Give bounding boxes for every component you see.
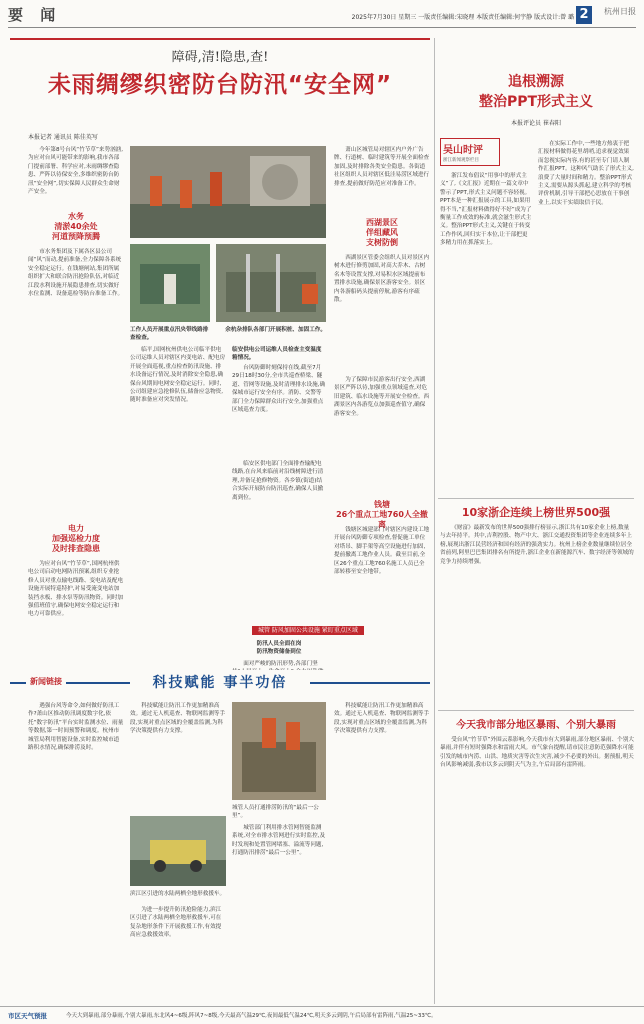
opinion-body-2: 在实际工作中,一些地方热衷于把汇报材料做得花里胡哨,追求视觉效果而忽视实际内容,有的甚至专门请人制作汇报PPT。这种风气助长了形式主义,浪费了大量时间和精力。整治PPT形式主义,需要从源头抓起,建立科学的考核评价机制,引导干部把心思放在干事创业上,以实干实绩取信于民。 xyxy=(538,141,634,206)
subhead-power: 电力 加强巡检力度 及时排查隐患 xyxy=(52,524,100,553)
main-byline: 本报记者 通讯员 陈佳英写 xyxy=(28,134,98,141)
photo-rescue-vehicle xyxy=(130,816,226,886)
divider-weather xyxy=(438,710,634,711)
section-name: 要 闻 xyxy=(8,6,62,24)
tech-body-3: 为进一步提升防汛抢险能力,滨江区引进了水陆两栖全地形救援车,可在复杂地形条件下开展救援工作,有效提高应急救援效率。 xyxy=(130,907,222,939)
photo-rescue-vehicle-image xyxy=(130,816,226,886)
weather-news-body: 受台风“竹节草”外围云系影响,今天我市有大到暴雨,部分地区暴雨、个别大暴雨,并伴有短时强降水和雷雨大风。市气象台提醒,请市民注意防范强降水可能引发的城市内涝、山洪、地质灾害等次生灾害,减少不必要的外出。据预报,明天台风影响减弱,我市以多云到阴天气为主,午后局部有雷阵雨。 xyxy=(440,737,634,769)
tag-supplies: 城管 防风加固公共设施 紧盯重点区域 xyxy=(252,626,364,635)
opinion-author: 本报评论员 崔春阳 xyxy=(511,120,561,127)
photo-drainage-image xyxy=(232,702,326,800)
subhead-qiantang: 钱塘 26个重点工地760人全撤离 xyxy=(336,500,428,529)
body-xiaoshan: 萧山区城管局对辖区内户外广告牌、行道树、临时建筑等开展全面检查加固,及时排除各类安全隐患。各街道社区组织人员对辖区低洼易涝区域进行排查,提前做好防范应对准备工作。 xyxy=(334,147,430,187)
body-water: 市水务集团及下属各区县公司闻“风”而动,提前准备,全力保障各系统安全稳定运行。在钱塘闸站,集团所属组织扩大和联合防汛抢险队伍,对临近江段水利设施开展隐患排查,切实做好水位监测、设备巡检等防台准备工作。 xyxy=(28,249,124,298)
body-linan: 临安区供电部门全面排查输配电线路,在台风来临前对沿线树障进行清理,并备足抢修物资。各乡镇(街道)结合实际开展防台防汛巡查,确保人员撤离到位。 xyxy=(232,461,324,501)
body-linping: 临平,国网杭州供电公司临平供电公司运维人员对辖区内变电站、配电房开展全面巡视,重点检查防汛设施、排水设备运行情况,及时消除安全隐患,确保台风期间电网安全稳定运行。同时,公司组建应急抢修队伍,储备应急物资,随时准备应对突发情况。 xyxy=(130,347,226,404)
news-500-body: 《财富》最新发布的世界500强排行榜显示,浙江共有10家企业上榜,数量与去年持平。其中,吉利控股、物产中大、浙江交通投资集团等企业连续多年上榜,展现出浙江民营经济和国有经济的强劲实力。杭州上榜企业数量继续位居全省前列,阿里巴巴集团排名有所提升,浙江企业在新能源汽车、数字经济等领域的竞争力持续增强。 xyxy=(440,525,634,565)
tech-banner xyxy=(10,672,430,696)
tech-body-1: 遇强台风等命令,如何做好防汛工作?萧山区推动防汛调度数字化,依托“数字防汛”平台实时监测水位、雨量等数据,第一时间预警和调度。杭州市城管局利用智能设备,实时监控城市道路积水情况,确保排涝及时。 xyxy=(28,703,124,752)
column-name: 吴山时评 xyxy=(443,145,483,156)
column-logo xyxy=(440,138,500,166)
tech-tag: 新闻链接 xyxy=(26,676,66,687)
caption-drainage: 城管人员打通排涝防汛的“最后一公里”。 xyxy=(232,805,319,819)
main-title: 未雨绸缪织密防台防汛“安全网” xyxy=(47,72,393,98)
caption-substation: 余杭杂排队各部门开展积桩、加固工作。 xyxy=(225,327,326,333)
tech-body-2: 科技赋能让防汛工作更加精准高效。通过无人机巡查、物联网监测等手段,实现对重点区域的全覆盖监测,为科学决策提供有力支撑。 xyxy=(130,703,226,735)
body-qiantang: 钱塘区城建部门对辖区内建设工地开展台风防御专项检查,督促施工单位对塔吊、脚手架等高空设施进行加固,提前撤离工地作业人员。截至目前,全区26个重点工地760名施工人员已全部转移至安全地带。 xyxy=(334,527,430,576)
caption-supplies: 防汛人员全面在岗 防汛物资储备到位 xyxy=(256,641,302,655)
body-monitoring: 台风防御时刻保持在线,截至7月29日18时30分,全市共巡查桥梁、隧道、管网等设施,及时清理排水设施,确保城市运行安全有序。消防、交警等部门全力保障群众出行安全,加强重点区域巡查力度。 xyxy=(232,365,326,414)
subhead-water: 水务 清淤40余处 河道预降预腾 xyxy=(52,212,100,241)
photo-substation-image xyxy=(216,244,326,322)
weather-news-title: 今天我市部分地区暴雨、个别大暴雨 xyxy=(456,720,616,731)
caption-line-inspection: 工作人员开展重点汛央带线路排查检查。 xyxy=(130,327,209,341)
photo-line-inspection xyxy=(130,244,210,322)
main-lead: 今年第8号台风“竹节草”来势汹汹,为应对台风可能带来的影响,我市各部门提前部署、科学应对,未雨绸缪查隐患、严阵以待保安全,多维织密防台防汛“安全网”,切实保障人民群众生命财产安全。 xyxy=(28,147,124,196)
photo-flood-workers xyxy=(130,146,326,238)
caption-rescue-vehicle: 滨江区引进的水陆两栖全地形救援车。 xyxy=(130,891,226,897)
photo-flood-workers-image xyxy=(130,146,326,238)
body-westlake-2: 为了保障市民游客出行安全,西湖景区严阵以待,加强重点领域巡查,对危旧建筑、临水设施等开展安全检查。西湖景区内各游览点加强巡查值守,确保游客安全。 xyxy=(334,377,430,417)
footer-text: 今天大到暴雨,部分暴雨,个别大暴雨,东北风4~6级,阵风7~8级,今天最高气温29℃,夜间最低气温24℃,明天多云到阴,午后局部有雷阵雨,气温25~33℃。 xyxy=(66,1013,437,1019)
news-500-title: 10家浙企连续上榜世界500强 xyxy=(461,506,611,519)
body-power: 为应对台风“竹节草”,国网杭州供电公司启动电网防汛预案,组织专业抢修人员对重点输电线路、变电站及配电设施开展特巡特护,对易受淹变电站加装挡水板、排水泵等防汛物资。同时加强值班值守,确保电网安全稳定运行和电力可靠供应。 xyxy=(28,561,124,618)
header-rule xyxy=(8,27,636,28)
subhead-westlake: 西湖景区 伴组藏风 支树防倒 xyxy=(366,218,398,247)
main-kicker: 障碍,清!隐患,查! xyxy=(171,50,269,65)
tech-title: 科技赋能 事半功倍 xyxy=(130,672,310,692)
photo-line-inspection-image xyxy=(130,244,210,322)
paper-name: 杭州日报 xyxy=(604,7,636,16)
opinion-title: 追根溯源 整治PPT形式主义 xyxy=(478,74,594,110)
column-sub: 浙江新闻观察栏目 xyxy=(443,158,479,163)
tech-body-4: 城管部门利用排水管网智能监测系统,对全市排水管网进行实时监控,及时发现和处置管网堵塞、溢流等问题,打通防汛排涝“最后一公里”。 xyxy=(232,825,326,857)
photo-drainage xyxy=(232,702,326,800)
divider-500 xyxy=(438,498,634,499)
weather-footer xyxy=(0,1006,644,1024)
main-headline-box xyxy=(10,38,430,126)
footer-label: 市区天气预报 xyxy=(8,1012,47,1020)
column-divider xyxy=(434,38,435,1004)
caption-maintenance: 临安供电公司运维人员检查主变温度箱情况。 xyxy=(232,347,322,361)
page-number: 2 xyxy=(576,6,592,24)
photo-substation xyxy=(216,244,326,322)
issue-meta: 2025年7月30日 星期三 一版责任编辑:宋晓理 本版责任编辑:何宇静 版式设计:曾 璐 xyxy=(351,14,574,21)
body-westlake: 西湖景区管委会组织人员对景区内树木进行修剪加固,对高大乔木、古树名木等设置支撑,对易积水区域提前布置排水设施,确保景区游客安全。景区内各游船码头提前停航,游客有序疏散。 xyxy=(334,255,430,304)
tech-body-5: 科技赋能让防汛工作更加精准高效。通过无人机巡查、物联网监测等手段,实现对重点区域的全覆盖监测,为科学决策提供有力支撑。 xyxy=(334,703,430,735)
body-closing: 面对严峻的防汛形势,各部门坚 xyxy=(243,661,318,667)
opinion-body-1: 浙江发布倡议“用事中的形式主义”了,《文汇报》近期在一篇文章中警示了PPT,形式主义问题不容轻视。PPT本是一种汇报展示的工具,如果用得不当,“汇报材料做得好不好”成为了衡量工作成效的标准,就会滋生形式主义。整治PPT形式主义,关键在于转变工作作风,回归实干本位,让干部把更多精力用在抓落实上。 xyxy=(440,173,532,247)
